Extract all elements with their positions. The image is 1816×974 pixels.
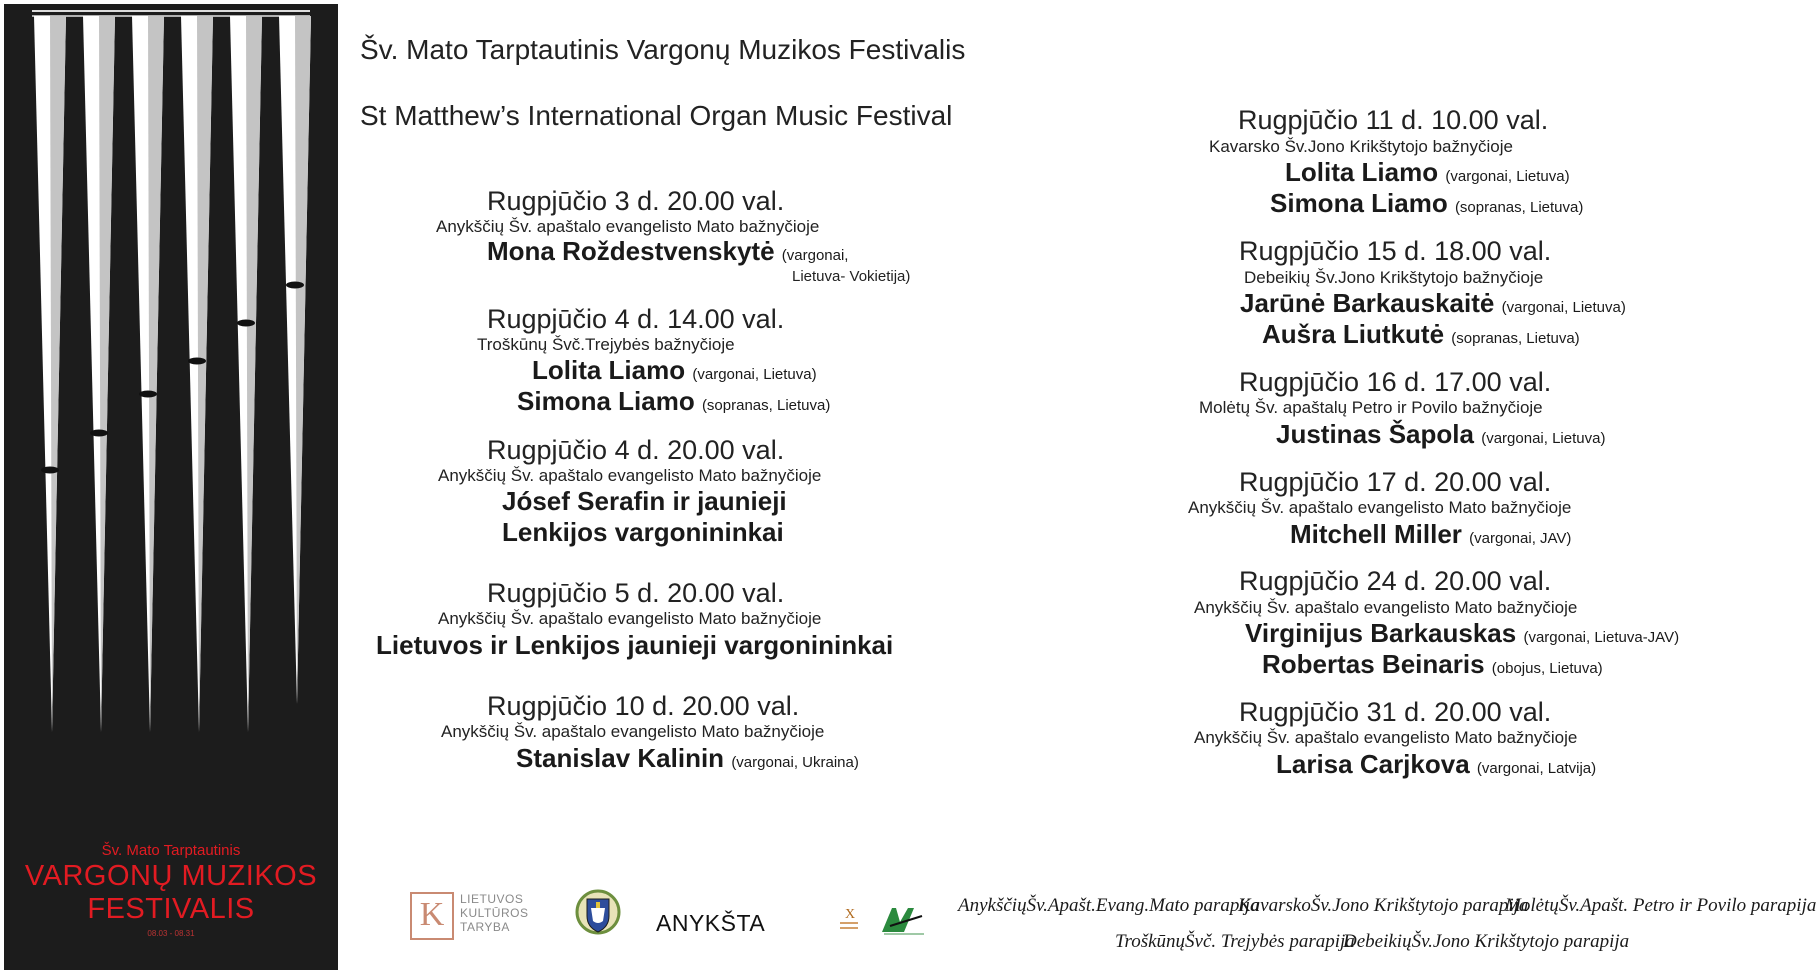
event-venue: Anykščių Šv. apaštalo evangelisto Mato bažnyčioje <box>1194 728 1578 747</box>
event-venue: Troškūnų Švč.Trejybės bažnyčioje <box>477 335 735 354</box>
parish-name: KavarskoŠv.Jono Krikštytojo parapija <box>1238 895 1529 916</box>
event-performer: Virginijus Barkauskas (vargonai, Lietuva-JAV) <box>1245 618 1680 648</box>
culture-council-text: LIETUVOS KULTŪROS TARYBA <box>460 892 529 934</box>
svg-text:X: X <box>845 907 856 922</box>
event-performer: Simona Liamo (sopranas, Lietuva) <box>517 386 831 416</box>
event-performer: Lenkijos vargonininkai <box>502 517 784 547</box>
pipe-1 <box>34 16 66 732</box>
event-venue: Debeikių Šv.Jono Krikštytojo bažnyčioje <box>1244 268 1544 287</box>
poster-dates: 08.03 - 08.31 <box>147 929 195 938</box>
event-venue: Anykščių Šv. apaštalo evangelisto Mato bažnyčioje <box>438 609 822 628</box>
parish-name: DebeikiųŠv.Jono Krikštytojo parapija <box>1343 931 1630 952</box>
event-performer: Mitchell Miller (vargonai, JAV) <box>1290 519 1572 549</box>
culture-council-logo: K <box>410 892 454 940</box>
event-venue: Anykščių Šv. apaštalo evangelisto Mato bažnyčioje <box>438 466 822 485</box>
parish-name: AnykščiųŠv.Apašt.Evang.Mato parapija <box>958 895 1260 916</box>
event-venue: Anykščių Šv. apaštalo evangelisto Mato bažnyčioje <box>436 217 820 236</box>
event-performer: Lolita Liamo (vargonai, Lietuva) <box>1285 157 1570 187</box>
pipe-2 <box>83 16 115 732</box>
event-date: Rugpjūčio 16 d. 17.00 val. <box>1239 367 1552 397</box>
event-date: Rugpjūčio 4 d. 14.00 val. <box>487 304 785 334</box>
sponsor-logos-icon <box>838 902 928 938</box>
event-role-cont: Lietuva- Vokietija) <box>792 268 911 285</box>
event-date: Rugpjūčio 24 d. 20.00 val. <box>1239 566 1552 596</box>
event-performer: Justinas Šapola (vargonai, Lietuva) <box>1276 419 1606 449</box>
event-date: Rugpjūčio 15 d. 18.00 val. <box>1239 236 1552 266</box>
event-performer: Simona Liamo (sopranas, Lietuva) <box>1270 188 1584 218</box>
event-performer: Mona Roždestvenskytė (vargonai, <box>487 236 849 266</box>
parish-name: MolėtųŠv.Apašt. Petro ir Povilo parapija <box>1505 895 1816 916</box>
event-date: Rugpjūčio 11 d. 10.00 val. <box>1238 105 1549 135</box>
poster-title-line1: VARGONŲ MUZIKOS <box>24 860 318 892</box>
organ-pipes-graphic <box>4 4 338 970</box>
festival-title-lt: Šv. Mato Tarptautinis Vargonų Muzikos Festivalis <box>360 34 966 65</box>
event-performer: Jarūnė Barkauskaitė (vargonai, Lietuva) <box>1240 288 1626 318</box>
event-performer: Larisa Carjkova (vargonai, Latvija) <box>1276 749 1597 779</box>
anyksciai-logo: ANYKŠTA <box>656 910 766 936</box>
event-date: Rugpjūčio 10 d. 20.00 val. <box>487 691 800 721</box>
event-venue: Kavarsko Šv.Jono Krikštytojo bažnyčioje <box>1209 137 1513 156</box>
event-venue: Anykščių Šv. apaštalo evangelisto Mato bažnyčioje <box>441 722 825 741</box>
event-venue: Anykščių Šv. apaštalo evangelisto Mato bažnyčioje <box>1188 498 1572 517</box>
event-performer: Lolita Liamo (vargonai, Lietuva) <box>532 355 817 385</box>
event-performer: Lietuvos ir Lenkijos jaunieji vargonininkai <box>376 630 894 660</box>
parish-name: TroškūnųŠvč. Trejybės parapija <box>1115 931 1355 952</box>
event-performer: Stanislav Kalinin (vargonai, Ukraina) <box>516 743 859 773</box>
pipe-4 <box>181 16 213 732</box>
festival-title-en: St Matthew’s International Organ Music Festival <box>360 100 953 131</box>
pipe-3 <box>132 16 164 732</box>
event-date: Rugpjūčio 31 d. 20.00 val. <box>1239 697 1552 727</box>
coat-of-arms-icon <box>576 888 620 936</box>
event-performer: Aušra Liutkutė (sopranas, Lietuva) <box>1262 319 1580 349</box>
event-date: Rugpjūčio 5 d. 20.00 val. <box>487 578 785 608</box>
event-performer: Jósef Serafin ir jaunieji <box>502 486 787 516</box>
festival-poster <box>4 4 338 970</box>
event-performer: Robertas Beinaris (obojus, Lietuva) <box>1262 649 1603 679</box>
event-venue: Molėtų Šv. apaštalų Petro ir Povilo bažnyčioje <box>1199 398 1543 417</box>
event-date: Rugpjūčio 17 d. 20.00 val. <box>1239 467 1552 497</box>
poster-small-title: Šv. Mato Tarptautinis <box>101 842 241 859</box>
event-date: Rugpjūčio 3 d. 20.00 val. <box>487 186 785 216</box>
poster-title-line2: FESTIVALIS <box>87 893 255 925</box>
event-venue: Anykščių Šv. apaštalo evangelisto Mato bažnyčioje <box>1194 598 1578 617</box>
pipe-5 <box>230 16 262 732</box>
event-date: Rugpjūčio 4 d. 20.00 val. <box>487 435 785 465</box>
pipe-6 <box>279 16 311 704</box>
